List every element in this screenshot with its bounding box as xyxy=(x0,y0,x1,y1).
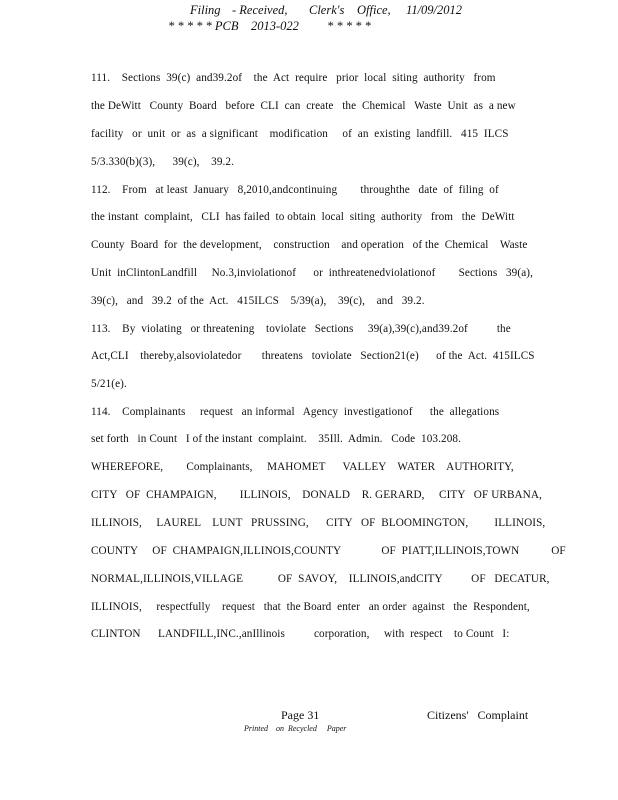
printed-note: Printed on Recycled Paper xyxy=(244,724,347,733)
body-line: COUNTY OF CHAMPAIGN,ILLINOIS,COUNTY OF PIATT,ILLINOIS,TOWN OF xyxy=(91,545,566,557)
body-line: WHEREFORE, Complainants, MAHOMET VALLEY WATER AUTHORITY, xyxy=(91,461,514,473)
body-line: the DeWitt County Board before CLI can create the Chemical Waste Unit as a new xyxy=(91,100,516,112)
body-line: CITY OF CHAMPAIGN, ILLINOIS, DONALD R. GERARD, CITY OF URBANA, xyxy=(91,489,542,501)
body-line: 114. Complainants request an informal Agency investigationof the allegations xyxy=(91,406,500,418)
body-line: 112. From at least January 8,2010,andcontinuing throughthe date of filing of xyxy=(91,184,499,196)
header-office: Office, xyxy=(357,3,391,17)
body-line: set forth in Count I of the instant complaint. 35Ill. Admin. Code 103.208. xyxy=(91,433,461,445)
footer-title: Citizens' Complaint xyxy=(427,708,529,722)
header-date: 11/09/2012 xyxy=(406,3,463,17)
body-line: facility or unit or as a significant modification of an existing landfill. 415 ILCS xyxy=(91,128,509,140)
body-line: CLINTON LANDFILL,INC.,anIllinois corporation, with respect to Count I: xyxy=(91,628,510,640)
body-line: ILLINOIS, LAUREL LUNT PRUSSING, CITY OF BLOOMINGTON, ILLINOIS, xyxy=(91,517,546,529)
header-filing: Filing xyxy=(190,3,221,17)
body-line: the instant complaint, CLI has failed to obtain local siting authority from the DeWitt xyxy=(91,211,515,223)
body-line: 39(c), and 39.2 of the Act. 415ILCS 5/39(a), 39(c), and 39.2. xyxy=(91,295,425,307)
filing-header xyxy=(0,0,618,40)
page-number: Page 31 xyxy=(281,708,320,722)
header-pcb-line: * * * * * PCB 2013-022 * * * * * xyxy=(168,19,371,33)
body-line: County Board for the development, construction and operation of the Chemical Waste xyxy=(91,239,528,251)
body-line: NORMAL,ILLINOIS,VILLAGE OF SAVOY, ILLINOIS,andCITY OF DECATUR, xyxy=(91,573,550,585)
body-line: ILLINOIS, respectfully request that the Board enter an order against the Respondent, xyxy=(91,601,530,613)
header-received: - Received, xyxy=(232,3,288,17)
body-line: 113. By violating or threatening toviolate Sections 39(a),39(c),and39.2of the xyxy=(91,323,511,335)
body-line: 111. Sections 39(c) and39.2of the Act require prior local siting authority from xyxy=(91,72,496,84)
body-line: 5/3.330(b)(3), 39(c), 39.2. xyxy=(91,156,235,168)
body-line: Act,CLI thereby,alsoviolatedor threatens toviolate Section21(e) of the Act. 415ILCS xyxy=(91,350,535,362)
body-line: Unit inClintonLandfill No.3,inviolationof or inthreatenedviolationof Sections 39(a), xyxy=(91,267,533,279)
header-clerks: Clerk's xyxy=(309,3,345,17)
body-line: 5/21(e). xyxy=(91,378,127,390)
